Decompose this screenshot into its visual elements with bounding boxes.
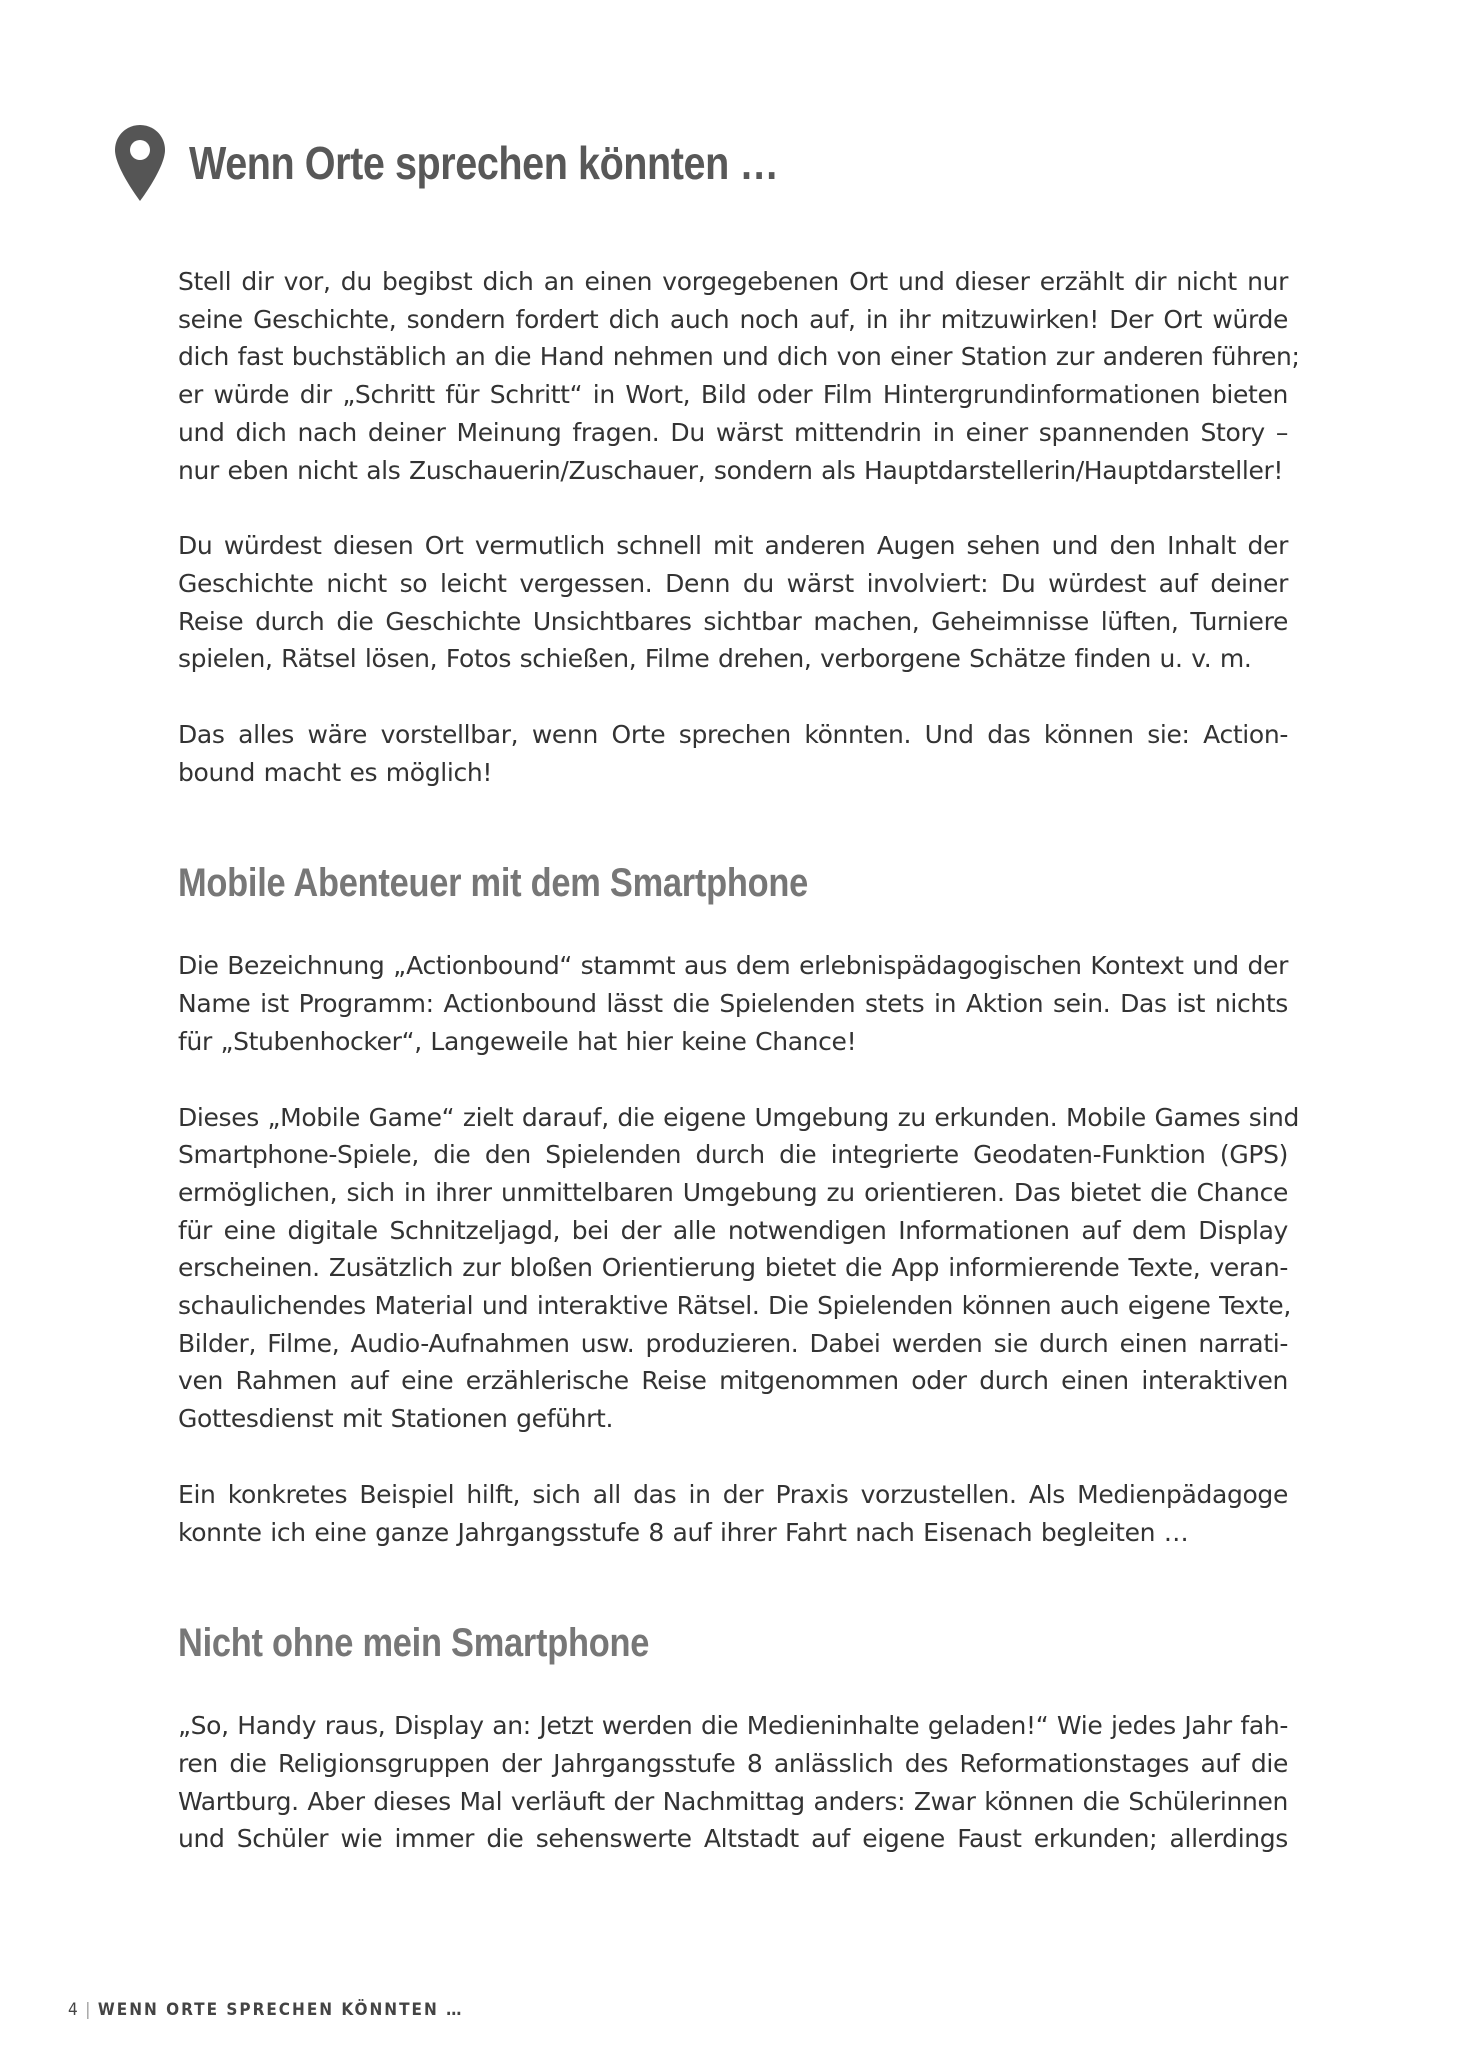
text-line: Geschichte nicht so leicht vergessen. Denn du wärst involviert: Du würdest auf deiner	[178, 568, 1288, 598]
text-line: Gottesdienst mit Stationen geführt.	[178, 1404, 614, 1434]
text-line: Smartphone-Spiele, die den Spielenden durch die integrierte Geodaten-Funktion (GPS)	[178, 1140, 1288, 1170]
map-pin-icon	[113, 123, 167, 203]
text-line: Das alles wäre vorstellbar, wenn Orte sprechen könnten. Und das können sie: Action-	[178, 720, 1288, 750]
text-line: ven Rahmen auf eine erzählerische Reise mitgenommen oder durch einen interaktiven	[178, 1366, 1288, 1396]
text-line: für eine digitale Schnitzeljagd, bei der alle notwendigen Informationen auf dem Display	[178, 1215, 1288, 1245]
text-line: nur eben nicht als Zuschauerin/Zuschauer, sondern als Hauptdarstellerin/Hauptdarsteller!	[178, 455, 1284, 485]
paragraph	[178, 263, 1300, 489]
page-footer	[68, 2000, 463, 2020]
text-line: für „Stubenhocker“, Langeweile hat hier keine Chance!	[178, 1026, 857, 1056]
text-line: und Schüler wie immer die sehenswerte Altstadt auf eigene Faust erkunden; allerdings	[178, 1824, 1288, 1854]
text-line: bound macht es möglich!	[178, 757, 493, 787]
page-number: 4	[68, 2000, 80, 2020]
paragraph	[178, 1099, 1300, 1438]
text-line: Dieses „Mobile Game“ zielt darauf, die eigene Umgebung zu erkunden. Mobile Games sind	[178, 1102, 1300, 1132]
article-body	[178, 263, 1300, 1896]
text-line: schaulichendes Material und interaktive Rätsel. Die Spielenden können auch eigene Texte,	[178, 1291, 1291, 1321]
text-line: und dich nach deiner Meinung fragen. Du wärst mittendrin in einer spannenden Story –	[178, 417, 1288, 447]
text-line: Name ist Programm: Actionbound lässt die Spielenden stets in Aktion sein. Das ist nichts	[178, 989, 1288, 1019]
footer-separator: |	[85, 2000, 92, 2020]
section-heading: Mobile Abenteuer mit dem Smartphone	[178, 861, 809, 906]
text-line: ren die Religionsgruppen der Jahrgangsstufe 8 anlässlich des Reformationstages auf die	[178, 1748, 1288, 1778]
page-title: Wenn Orte sprechen könnten …	[189, 137, 779, 189]
text-line: Ein konkretes Beispiel hilft, sich all das in der Praxis vorzustellen. Als Medienpädagoge	[178, 1479, 1288, 1509]
text-line: dich fast buchstäblich an die Hand nehmen und dich von einer Station zur anderen führen;	[178, 342, 1300, 372]
text-line: Reise durch die Geschichte Unsichtbares sichtbar machen, Geheimnisse lüften, Turniere	[178, 606, 1288, 636]
paragraph	[178, 1707, 1288, 1858]
paragraph	[178, 947, 1288, 1060]
paragraph	[178, 716, 1288, 791]
section-heading: Nicht ohne mein Smartphone	[178, 1621, 650, 1666]
text-line: Die Bezeichnung „Actionbound“ stammt aus dem erlebnispädagogischen Kontext und der	[178, 951, 1288, 981]
text-line: konnte ich eine ganze Jahrgangsstufe 8 auf ihrer Fahrt nach Eisenach begleiten …	[178, 1517, 1189, 1547]
text-line: Du würdest diesen Ort vermutlich schnell mit anderen Augen sehen und den Inhalt der	[178, 531, 1288, 561]
paragraph	[178, 527, 1288, 678]
text-line: „So, Handy raus, Display an: Jetzt werden die Medieninhalte geladen!“ Wie jedes Jahr fah-	[178, 1711, 1289, 1741]
running-title: WENN ORTE SPRECHEN KÖNNTEN …	[97, 2000, 464, 2020]
text-line: ermöglichen, sich in ihrer unmittelbaren Umgebung zu orientieren. Das bietet die Chance	[178, 1177, 1288, 1207]
text-line: spielen, Rätsel lösen, Fotos schießen, Filme drehen, verborgene Schätze finden u. v. m.	[178, 644, 1252, 674]
page-header	[113, 118, 874, 208]
text-line: Bilder, Filme, Audio-Aufnahmen usw. produzieren. Dabei werden sie durch einen narrati-	[178, 1328, 1288, 1358]
text-line: Wartburg. Aber dieses Mal verläuft der Nachmittag anders: Zwar können die Schülerinnen	[178, 1786, 1288, 1816]
text-line: er würde dir „Schritt für Schritt“ in Wort, Bild oder Film Hintergrundinformationen bieten	[178, 380, 1288, 410]
paragraph	[178, 1476, 1288, 1551]
text-line: erscheinen. Zusätzlich zur bloßen Orientierung bietet die App informierende Texte, veran-	[178, 1253, 1288, 1283]
text-line: Stell dir vor, du begibst dich an einen vorgegebenen Ort und dieser erzählt dir nicht nur	[178, 267, 1288, 296]
text-line: seine Geschichte, sondern fordert dich auch noch auf, in ihr mitzuwirken! Der Ort würde	[178, 304, 1288, 334]
